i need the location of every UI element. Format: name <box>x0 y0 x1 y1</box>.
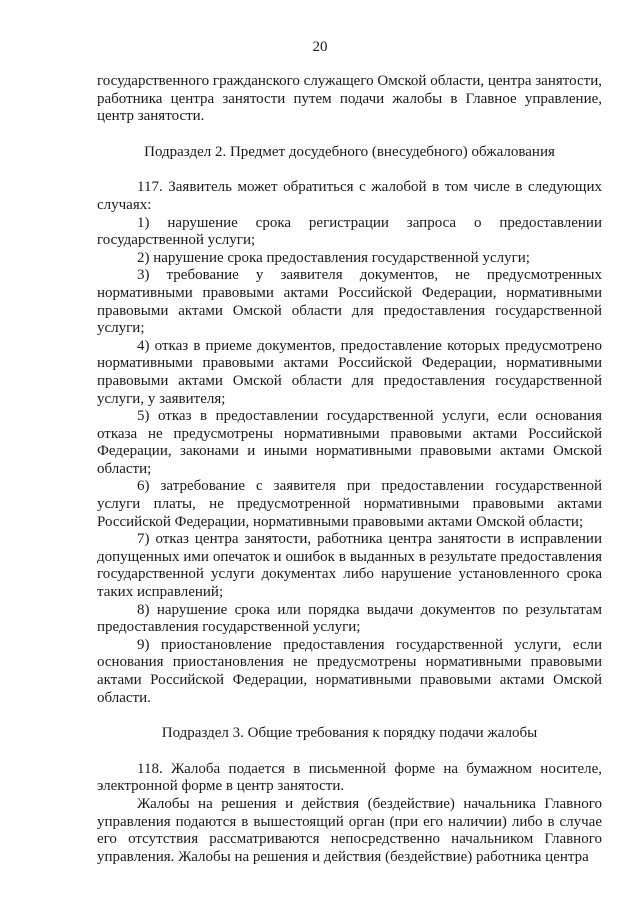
subsection-heading-3: Подраздел 3. Общие требования к порядку подачи жалобы <box>161 725 538 742</box>
list-item-7: 7) отказ центра занятости, работника центра занятости в исправлении допущенных ими опечаток и ошибок в выданных в результате предоставления государственной услуги документах либо нарушение установленного срока таких исправлений; <box>97 531 602 601</box>
document-body <box>97 73 602 866</box>
list-item-1: 1) нарушение срока регистрации запроса о предоставлении государственной услуги; <box>97 214 602 249</box>
list-item-5: 5) отказ в предоставлении государственной услуги, если основания отказа не предусмотрены нормативными правовыми актами Российской Федерации, законами и иными нормативными правовыми актами Омской области; <box>97 408 602 477</box>
list-item-8: 8) нарушение срока или порядка выдачи документов по результатам предоставления государственной услуги; <box>97 601 602 636</box>
paragraph-117: 117. Заявитель может обратиться с жалобой в том числе в следующих случаях: <box>97 179 602 213</box>
list-item-3: 3) требование у заявителя документов, не предусмотренных нормативными правовыми актами Российской Федерации, нормативными правовыми актами Омской области для предоставления государственной услуги; <box>97 267 602 337</box>
paragraph-continuation: государственного гражданского служащего Омской области, центра занятости, работника центра занятости путем подачи жалобы в Главное управление, центр занятости. <box>97 73 602 125</box>
paragraph-complaints: Жалобы на решения и действия (бездействие) начальника Главного управления подаются в вышестоящий орган (при его наличии) либо в случае его отсутствия рассматриваются непосредственно начальником Главного управления. Жалобы на решения и действия (бездействие) работника центра <box>97 795 602 865</box>
paragraph-118: 118. Жалоба подается в письменной форме на бумажном носителе, электронной форме в центр занятости. <box>97 760 602 795</box>
list-item-4: 4) отказ в приеме документов, предоставление которых предусмотрено нормативными правовыми актами Российской Федерации, нормативными правовыми актами Омской области для предоставления государственной услуги, у заявителя; <box>97 337 602 407</box>
list-item-2: 2) нарушение срока предоставления государственной услуги; <box>137 249 530 266</box>
subsection-heading-2: Подраздел 2. Предмет досудебного (внесудебного) обжалования <box>144 143 555 160</box>
page-number: 20 <box>312 39 328 55</box>
list-item-9: 9) приостановление предоставления государственной услуги, если основания приостановления не предусмотрены нормативными правовыми актами Российской Федерации, нормативными правовыми актами Омской области. <box>97 636 602 706</box>
list-item-6: 6) затребование с заявителя при предоставлении государственной услуги платы, не предусмотренной нормативными правовыми актами Российской Федерации, нормативными правовыми актами Омской области; <box>97 478 602 530</box>
